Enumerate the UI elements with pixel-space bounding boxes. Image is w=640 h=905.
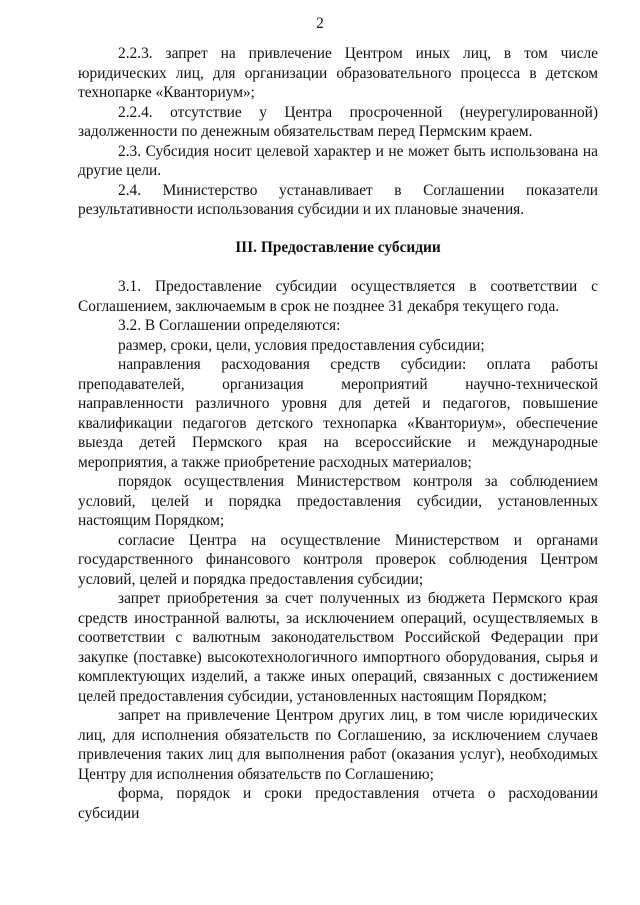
paragraph: 2.3. Субсидия носит целевой характер и не может быть использована на другие цели. (78, 142, 598, 179)
paragraph: форма, порядок и сроки предоставления отчета о расходовании субсидии (78, 785, 598, 822)
page-number: 2 (316, 15, 324, 32)
paragraph: согласие Центра на осуществление Министерством и органами государственного финансового контроля проверок соблюдения Центром условий, целей и порядка предоставления субсидии; (78, 531, 598, 588)
paragraph: порядок осуществления Министерством контроля за соблюдением условий, целей и порядка предоставления субсидии, установленных настоящим Порядком; (78, 473, 598, 529)
paragraph: 2.2.3. запрет на привлечение Центром иных лиц, в том числе юридических лиц, для организации образовательного процесса в детском технопарке «Кванториум»; (78, 45, 598, 101)
paragraph: 2.4. Министерство устанавливает в Соглашении показатели результативности использования субсидии и их плановые значения. (78, 181, 598, 218)
paragraph: размер, сроки, цели, условия предоставления субсидии; (118, 336, 485, 354)
paragraph: 3.2. В Соглашении определяются: (118, 317, 341, 334)
section-3-paragraphs (78, 277, 598, 823)
paragraph: запрет приобретения за счет полученных из бюджета Пермского края средств иностранной валюты, за исключением операций, осуществляемых в соответствии с валютным законодательством Российской Федерации при закупке (поставке) высокотехнологичного импортного оборудования, сырья и комплектующих изделий, а также иных операций, связанных с достижением целей предоставления субсидии, установленных настоящим Порядком; (78, 590, 598, 705)
section-heading: III. Предоставление субсидии (235, 238, 441, 256)
paragraph: запрет на привлечение Центром других лиц, в том числе юридических лиц, для исполнения обязательств по Соглашению, за исключением случаев привлечения таких лиц для выполнения работ (оказания услуг), необходимых Центру для исполнения обязательств по Соглашению; (78, 707, 598, 783)
paragraph: 3.1. Предоставление субсидии осуществляется в соответствии с Соглашением, заключаемым в срок не позднее 31 декабря текущего года. (78, 278, 598, 315)
section-2-paragraphs (78, 44, 598, 220)
document-body (78, 44, 598, 823)
paragraph: направления расходования средств субсидии: оплата работы преподавателей, организация мероприятий научно-технической направленности различного уровня для детей и педагогов, повышение квалификации педагогов детского технопарка «Кванториум», обеспечение выезда детей Пермского края на всероссийские и международные мероприятия, а также приобретение расходных материалов; (78, 356, 598, 471)
paragraph: 2.2.4. отсутствие у Центра просроченной (неурегулированной) задолженности по денежным обязательствам перед Пермским краем. (78, 103, 598, 140)
